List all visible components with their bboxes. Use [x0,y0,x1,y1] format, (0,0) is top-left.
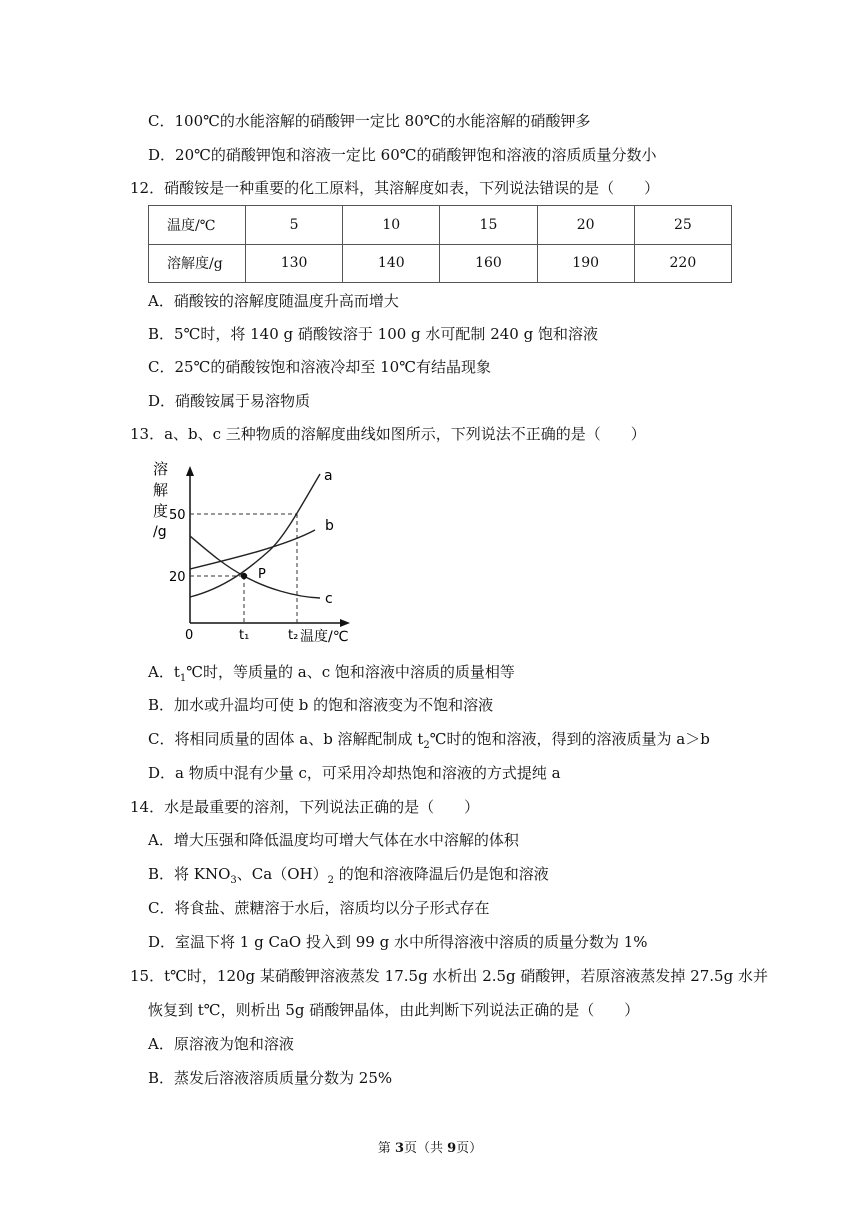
point-p-label: P [258,567,266,582]
x-tick-t1: t₁ [239,628,250,643]
table-cell: 20 [537,206,634,245]
q13-option-c-post: ℃时的饱和溶液，得到的溶液质量为 a＞b [429,730,710,748]
table-row-temperature [149,206,732,245]
table-cell: 140 [343,244,440,283]
page-number: 3 [394,1141,404,1156]
q13-option-b: B．加水或升温均可使 b 的饱和溶液变为不饱和溶液 [148,696,494,714]
intersection-point-p [241,573,247,579]
q14-option-a: A．增大压强和降低温度均可增大气体在水中溶解的体积 [148,831,519,849]
page-total: 9 [447,1141,457,1156]
origin-label: 0 [185,628,194,643]
curve-a [190,474,320,597]
q13-option-a [148,662,515,689]
q12-stem: 12．硝酸铵是一种重要的化工原料，其溶解度如表，下列说法错误的是（ ） [130,179,660,197]
table-row-solubility [149,244,732,283]
q11-option-d: D．20℃的硝酸钾饱和溶液一定比 60℃的硝酸钾饱和溶液的溶质质量分数小 [148,146,657,164]
curve-b [190,530,315,569]
y-axis-label-4: /g [153,524,167,540]
x-tick-t2: t₂ [288,628,299,643]
q13-option-a-pre: A．t [148,663,180,681]
page-footer [0,1137,860,1156]
table-cell: 190 [537,244,634,283]
table-header-temperature: 温度/℃ [149,206,246,245]
q13-stem: 13．a、b、c 三种物质的溶解度曲线如图所示，下列说法不正确的是（ ） [130,425,646,443]
q13-option-d: D．a 物质中混有少量 c，可采用冷却热饱和溶液的方式提纯 a [148,764,561,782]
curve-c [190,536,320,598]
table-cell: 130 [246,244,343,283]
curve-a-label: a [324,468,333,484]
table-cell: 10 [343,206,440,245]
q14-option-b-mid: 、Ca（OH） [236,865,328,883]
table-cell: 5 [246,206,343,245]
solubility-table [148,205,732,283]
q14-option-c: C．将食盐、蔗糖溶于水后，溶质均以分子形式存在 [148,899,490,917]
solubility-curve-graph [145,458,365,648]
q14-option-b-sub2: 2 [327,875,334,886]
q14-option-b [148,864,549,891]
q13-option-a-sub: 1 [179,673,187,684]
footer-pre: 第 [377,1141,395,1156]
table-cell: 15 [440,206,537,245]
y-axis-label-3: 度 [153,502,169,520]
q14-option-b-post: 的饱和溶液降温后仍是饱和溶液 [333,865,549,883]
y-axis-label-1: 溶 [153,460,169,478]
q15-option-b: B．蒸发后溶液溶质质量分数为 25% [148,1069,393,1087]
x-axis-label: 温度/℃ [300,629,349,645]
q13-option-c-sub: 2 [423,740,430,751]
table-cell: 160 [440,244,537,283]
q12-option-a: A．硝酸铵的溶解度随温度升高而增大 [148,292,399,310]
curve-c-label: c [325,591,333,607]
q15-stem-line-1: 15．t℃时，120g 某硝酸钾溶液蒸发 17.5g 水析出 2.5g 硝酸钾，若原溶液蒸发掉 27.5g 水并 [130,967,768,985]
footer-post: 页） [456,1141,483,1156]
table-header-solubility: 溶解度/g [149,244,246,283]
q12-option-c: C．25℃的硝酸铵饱和溶液冷却至 10℃有结晶现象 [148,358,491,376]
q12-option-d: D．硝酸铵属于易溶物质 [148,392,311,410]
table-cell: 220 [634,244,731,283]
footer-mid: 页（共 [403,1141,448,1156]
y-axis-label-2: 解 [153,481,169,499]
q15-option-a: A．原溶液为饱和溶液 [148,1035,294,1053]
curve-b-label: b [325,518,334,534]
y-tick-50: 50 [169,508,186,523]
x-axis-arrow-icon [340,619,350,627]
q15-stem-line-2: 恢复到 t℃，则析出 5g 硝酸钾晶体，由此判断下列说法正确的是（ ） [148,1001,640,1019]
y-axis-arrow-icon [186,466,194,476]
q13-option-c-pre: C．将相同质量的固体 a、b 溶解配制成 t [148,730,424,748]
q14-option-b-pre: B．将 KNO [148,865,231,883]
y-tick-20: 20 [169,570,186,585]
q11-option-c: C．100℃的水能溶解的硝酸钾一定比 80℃的水能溶解的硝酸钾多 [148,112,591,130]
q14-option-b-sub1: 3 [230,875,237,886]
q13-option-c [148,729,710,756]
q14-stem: 14．水是最重要的溶剂，下列说法正确的是（ ） [130,798,480,816]
q13-option-a-post: ℃时，等质量的 a、c 饱和溶液中溶质的质量相等 [186,663,515,681]
q12-option-b: B．5℃时，将 140 g 硝酸铵溶于 100 g 水可配制 240 g 饱和溶液 [148,325,598,343]
table-cell: 25 [634,206,731,245]
q14-option-d: D．室温下将 1 g CaO 投入到 99 g 水中所得溶液中溶质的质量分数为 1% [148,933,648,951]
